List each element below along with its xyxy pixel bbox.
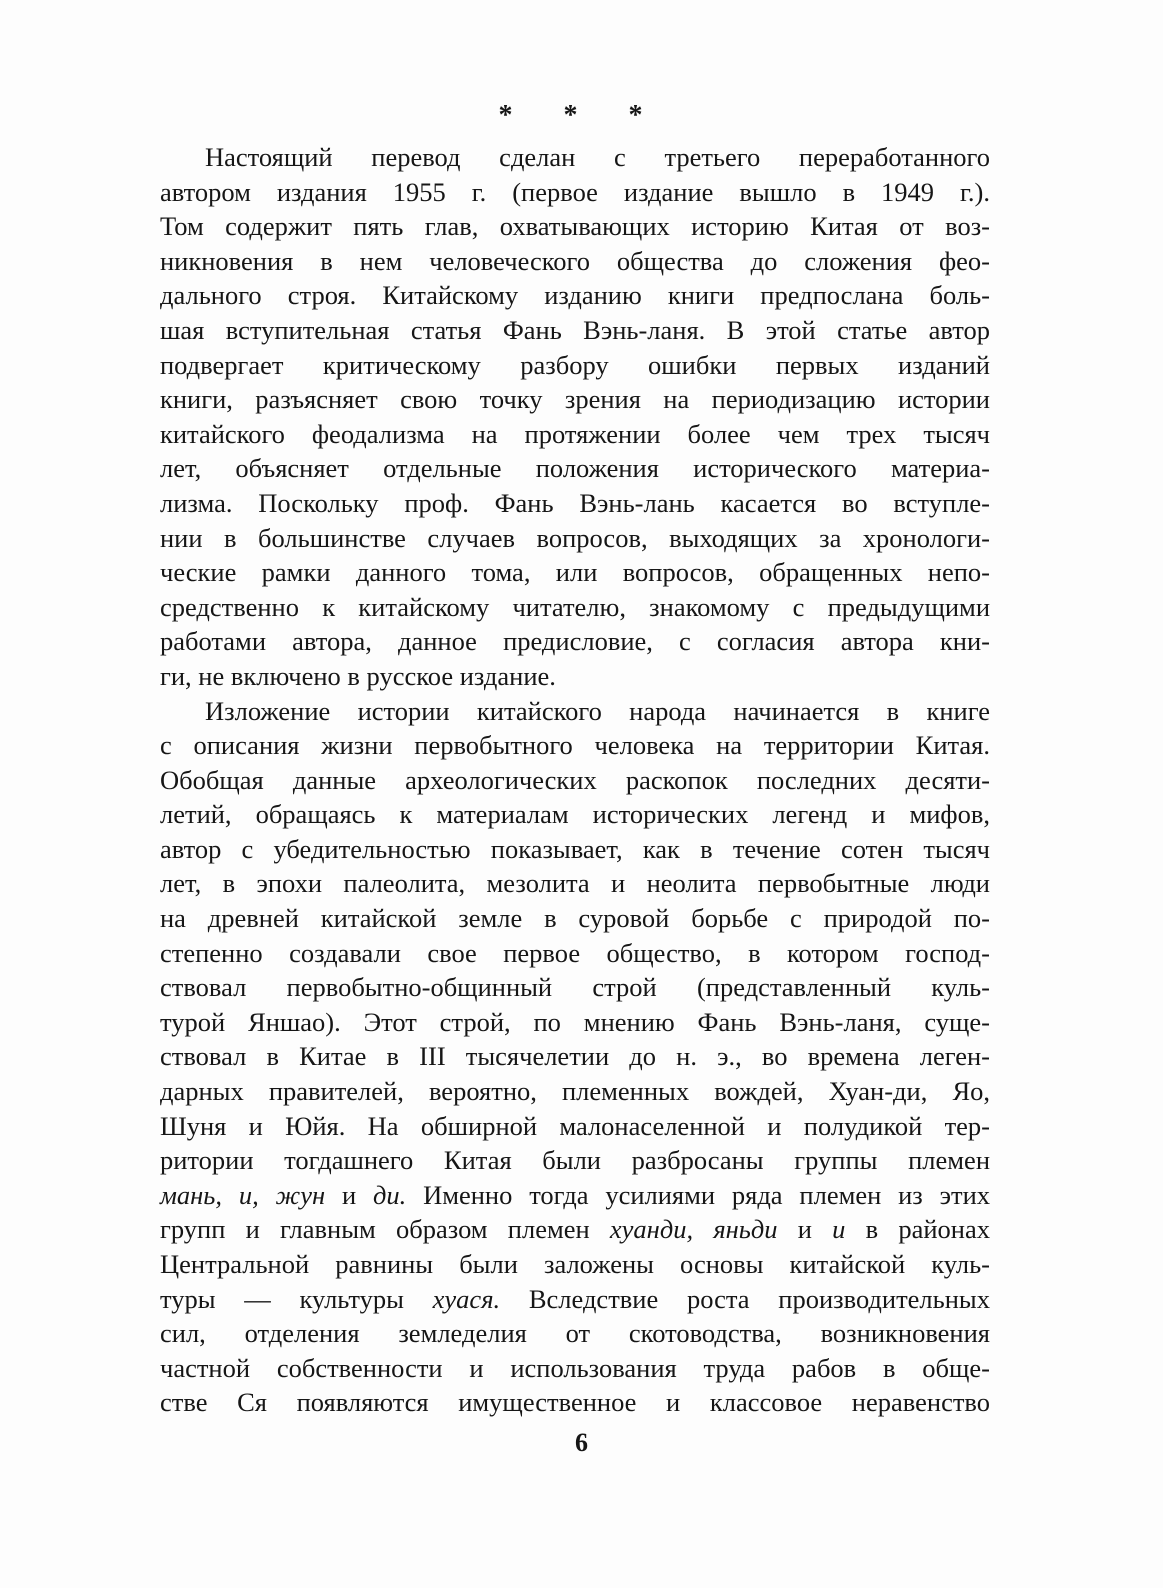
text-line: средственно к китайскому читателю, знакомому с предыдущими	[160, 591, 990, 622]
text-line: нии в большинстве случаев вопросов, выходящих за хронологи-	[160, 522, 990, 553]
text-line: ствовал первобытно-общинный строй (представленный куль-	[160, 972, 990, 1003]
text-line: лет, объясняет отдельные положения исторического материа-	[160, 453, 990, 484]
text-line: никновения в нем человеческого общества до сложения фео-	[160, 245, 990, 276]
italic-tribe-name: и	[832, 1214, 846, 1245]
text-line: дального строя. Китайскому изданию книги предпослана боль-	[160, 280, 990, 311]
section-separator: * * *	[498, 100, 665, 131]
text-line: с описания жизни первобытного человека на территории Китая.	[160, 730, 990, 761]
text-line: автором издания 1955 г. (первое издание вышло в 1949 г.).	[160, 176, 990, 207]
text-line: лизма. Поскольку проф. Фань Вэнь-лань касается во вступле-	[160, 487, 990, 518]
text-fragment: и	[325, 1179, 373, 1210]
text-line: степенно создавали свое первое общество, в котором господ-	[160, 937, 990, 968]
text-line: стве Ся появляются имущественное и классовое неравенство	[160, 1387, 990, 1418]
text-line: Шуня и Юйя. На обширной малонаселенной и полудикой тер-	[160, 1110, 990, 1141]
italic-culture-name: хуася.	[432, 1283, 501, 1314]
text-line: лет, в эпохи палеолита, мезолита и неолита первобытные люди	[160, 868, 990, 899]
text-line: Том содержит пять глав, охватывающих историю Китая от воз-	[160, 211, 990, 242]
text-line: ствовал в Китае в III тысячелетии до н. э., во времена леген-	[160, 1041, 990, 1072]
text-line: книги, разъясняет свою точку зрения на периодизацию истории	[160, 384, 990, 415]
text-line: ческие рамки данного тома, или вопросов, обращенных непо-	[160, 557, 990, 588]
text-fragment: Именно тогда усилиями ряда племен из этих	[406, 1179, 990, 1210]
text-line: дарных правителей, вероятно, племенных вождей, Хуан-ди, Яо,	[160, 1076, 990, 1107]
text-line: сил, отделения земледелия от скотоводства, возникновения	[160, 1318, 990, 1349]
text-line: китайского феодализма на протяжении более чем трех тысяч	[160, 418, 990, 449]
text-line: автор с убедительностью показывает, как в течение сотен тысяч	[160, 833, 990, 864]
text-line: работами автора, данное предисловие, с согласия автора кни-	[160, 626, 990, 657]
text-line: ритории тогдашнего Китая были разбросаны группы племен	[160, 1145, 990, 1176]
text-line: Изложение истории китайского народа начинается в книге	[205, 695, 990, 726]
text-line	[160, 1178, 990, 1213]
page-number: 6	[575, 1428, 588, 1457]
text-line: шая вступительная статья Фань Вэнь-ланя. В этой статье автор	[160, 314, 990, 345]
text-line: Настоящий перевод сделан с третьего переработанного	[205, 142, 990, 172]
text-line	[160, 1282, 990, 1317]
text-fragment: групп и главным образом племен	[160, 1214, 610, 1245]
text-line: Обобщая данные археологических раскопок последних десяти-	[160, 764, 990, 795]
text-line: турой Яншао). Этот строй, по мнению Фань Вэнь-ланя, суще-	[160, 1006, 990, 1037]
text-line: летий, обращаясь к материалам исторических легенд и мифов,	[160, 799, 990, 830]
text-fragment: туры — культуры	[160, 1283, 433, 1314]
text-line: на древней китайской земле в суровой борьбе с природой по-	[160, 903, 990, 934]
text-line: подвергает критическому разбору ошибки первых изданий	[160, 349, 990, 380]
italic-tribe-names: хуанди, яньди	[609, 1214, 778, 1245]
text-fragment: в районах	[845, 1214, 990, 1245]
text-line: частной собственности и использования труда рабов в обще-	[160, 1352, 990, 1383]
text-fragment: Вследствие роста производительных	[500, 1283, 990, 1314]
text-line: ги, не включено в русское издание.	[160, 660, 556, 691]
text-fragment: и	[777, 1214, 833, 1245]
italic-tribe-name: ди.	[372, 1179, 407, 1210]
text-line	[160, 1212, 990, 1247]
text-line: Центральной равнины были заложены основы китайской куль-	[160, 1249, 990, 1279]
body-text	[160, 140, 990, 1420]
italic-tribe-names: мань, и, жун	[160, 1179, 326, 1210]
